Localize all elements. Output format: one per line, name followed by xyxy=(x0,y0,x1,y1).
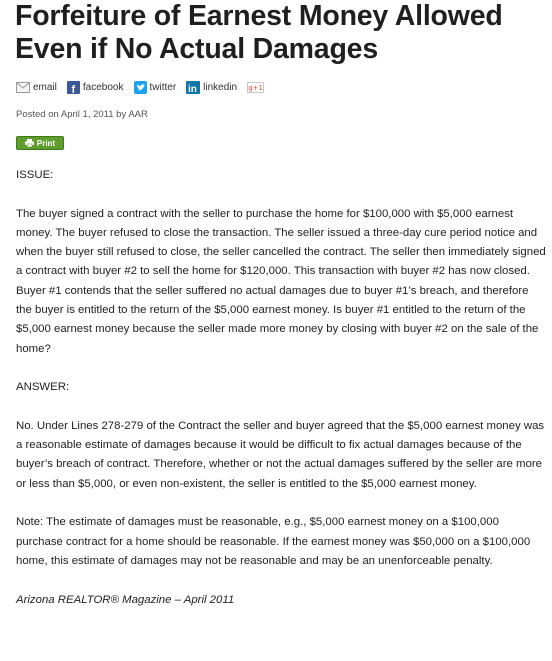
share-facebook-label: facebook xyxy=(82,81,124,93)
source-credit: Arizona REALTOR® Magazine – April 2011 xyxy=(16,593,235,606)
share-gplus[interactable] xyxy=(247,82,264,93)
share-email-label: email xyxy=(33,81,57,93)
share-facebook[interactable] xyxy=(67,81,124,94)
issue-paragraph: The buyer signed a contract with the seller to purchase the home for $100,000 with $5,000 earnest money. The buyer refused to close the transaction. The seller issued a three-day cure period notice and when the buyer still refused to close, the seller cancelled the contract. The seller then immediately signed a contract with buyer #2 to sell the home for $120,000. This transaction with buyer #2 has now closed. Buyer #1 contends that the seller suffered no actual damages due to buyer #1’s breach, and therefore the buyer is entitled to the return of the $5,000 earnest money. Is buyer #1 entitled to the return of the $5,000 earnest money because the seller made more money by closing with buyer #2 on the sale of the home? xyxy=(16,207,546,355)
facebook-icon xyxy=(67,81,80,94)
print-button-label: Print xyxy=(36,138,56,148)
print-button[interactable] xyxy=(16,136,64,150)
answer-heading: ANSWER: xyxy=(16,381,70,394)
twitter-icon xyxy=(134,81,147,94)
gplus-icon: g+1 xyxy=(248,83,263,92)
linkedin-icon xyxy=(186,81,200,94)
share-twitter[interactable] xyxy=(134,81,177,94)
email-icon xyxy=(16,82,30,93)
svg-text:in: in xyxy=(188,83,198,94)
article-body xyxy=(16,166,546,610)
title-line-2: Even if No Actual Damages xyxy=(15,33,378,65)
printer-icon xyxy=(25,139,34,147)
article-title xyxy=(15,0,545,66)
share-linkedin-label: linkedin xyxy=(203,81,238,93)
issue-heading: ISSUE: xyxy=(16,169,54,181)
share-email[interactable] xyxy=(16,82,57,93)
post-meta: Posted on April 1, 2011 by AAR xyxy=(16,109,148,120)
share-linkedin[interactable] xyxy=(186,81,237,94)
svg-text:f: f xyxy=(71,83,76,94)
answer-paragraph: No. Under Lines 278-279 of the Contract the seller and buyer agreed that the $5,000 earnest money was a reasonable estimate of damages because it would be difficult to fix actual damages because of the buyer’s breach of contract. Therefore, whether or not the actual damages suffered by the seller are more or less than $5,000, or even non-existent, the seller is entitled to the $5,000 earnest money. xyxy=(16,419,545,490)
share-bar xyxy=(16,79,264,95)
share-twitter-label: twitter xyxy=(149,81,177,93)
title-line-1: Forfeiture of Earnest Money Allowed xyxy=(15,0,503,32)
note-paragraph: Note: The estimate of damages must be reasonable, e.g., $5,000 earnest money on a $100,000 purchase contract for a home should be reasonable. If the earnest money was $50,000 on a $100,000 home, this estimate of damages may not be reasonable and may be an unenforceable penalty. xyxy=(16,516,531,567)
